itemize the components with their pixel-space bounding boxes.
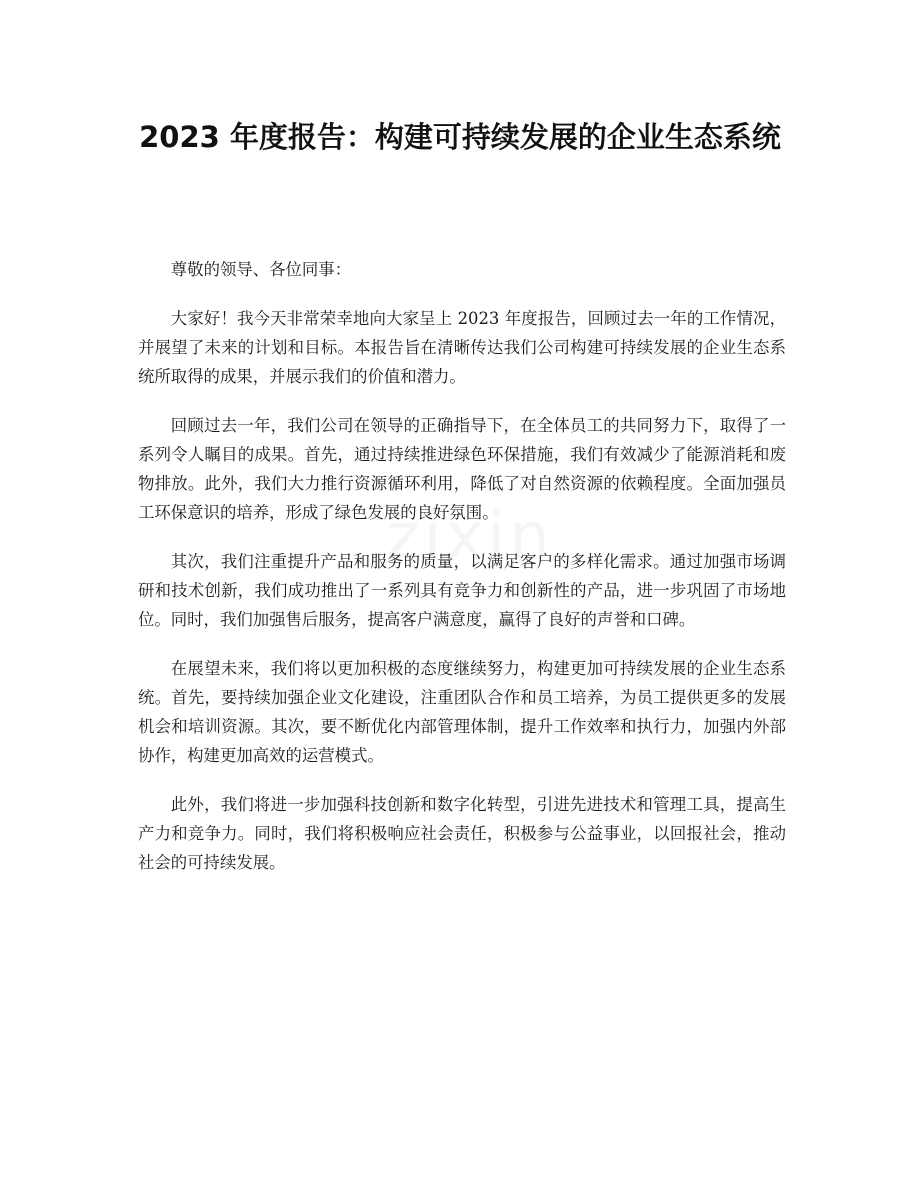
- document-title: 2023 年度报告：构建可持续发展的企业生态系统: [139, 120, 781, 154]
- paragraph-innovation: 此外，我们将进一步加强科技创新和数字化转型，引进先进技术和管理工具，提高生产力和竞争力。同时，我们将积极响应社会责任，积极参与公益事业，以回报社会，推动社会的可持续发展。: [138, 795, 786, 872]
- paragraph-review: 回顾过去一年，我们公司在领导的正确指导下，在全体员工的共同努力下，取得了一系列令人瞩目的成果。首先，通过持续推进绿色环保措施，我们有效减少了能源消耗和废物排放。此外，我们大力推行资源循环利用，降低了对自然资源的依赖程度。全面加强员工环保意识的培养，形成了绿色发展的良好氛围。: [138, 416, 786, 522]
- salutation: 尊敬的领导、各位同事：: [170, 260, 352, 279]
- paragraph-outlook: 在展望未来，我们将以更加积极的态度继续努力，构建更加可持续发展的企业生态系统。首先，要持续加强企业文化建设，注重团队合作和员工培养，为员工提供更多的发展机会和培训资源。其次，要不断优化内部管理体制，提升工作效率和执行力，加强内外部协作，构建更加高效的运营模式。: [138, 659, 786, 765]
- paragraph-quality: 其次，我们注重提升产品和服务的质量，以满足客户的多样化需求。通过加强市场调研和技术创新，我们成功推出了一系列具有竞争力和创新性的产品，进一步巩固了市场地位。同时，我们加强售后服务，提高客户满意度，赢得了良好的声誉和口碑。: [138, 552, 786, 629]
- paragraph-intro: 大家好！我今天非常荣幸地向大家呈上 2023 年度报告，回顾过去一年的工作情况，并展望了未来的计划和目标。本报告旨在清晰传达我们公司构建可持续发展的企业生态系统所取得的成果，并展示我们的价值和潜力。: [138, 309, 786, 386]
- document-body: [138, 255, 786, 897]
